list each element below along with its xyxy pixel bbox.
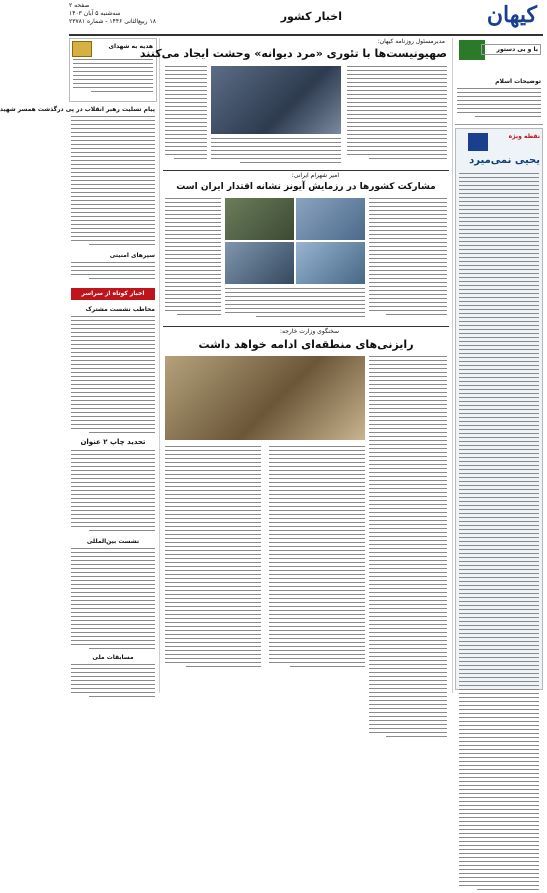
feature-headline: یحیی نمی‌میرد bbox=[469, 155, 540, 166]
mid-body bbox=[225, 288, 365, 320]
story-body bbox=[71, 262, 155, 282]
lead-body bbox=[211, 138, 341, 166]
bottom-kicker: سخنگوی وزارت خارجه: bbox=[279, 328, 339, 335]
section-title: اخبار کشور bbox=[280, 10, 342, 23]
column-subhead: توضیحات اسلام bbox=[495, 78, 541, 85]
story-body bbox=[71, 548, 155, 652]
drill-photo-grid bbox=[225, 198, 365, 284]
page-number: صفحه ۲ bbox=[69, 2, 90, 9]
story-headline: نشست بین‌المللی bbox=[86, 538, 140, 545]
story-headline: سپرهای امنیتی bbox=[109, 252, 155, 259]
feature-body bbox=[459, 173, 539, 893]
feature-tag: نقطه ویژه bbox=[508, 133, 540, 140]
bottom-body bbox=[369, 356, 447, 740]
left-column bbox=[0, 38, 157, 695]
bottom-headline: رایزنی‌های منطقه‌ای ادامه خواهد داشت bbox=[198, 338, 414, 351]
column-tag: با و بی دستور bbox=[481, 44, 541, 55]
story-body bbox=[71, 316, 155, 436]
column-body bbox=[457, 88, 541, 120]
mid-body bbox=[369, 198, 447, 318]
left-column-rule bbox=[159, 38, 160, 693]
story-headline: مخاطب نشست مشترک bbox=[85, 306, 155, 313]
date-line: سه‌شنبه ۵ آبان ۱۴۰۳ bbox=[69, 10, 121, 17]
story-body bbox=[71, 450, 155, 534]
section-rule bbox=[163, 170, 449, 171]
story-headline: تحدید چاپ ۲ عنوان bbox=[80, 438, 146, 446]
bottom-body bbox=[269, 446, 365, 670]
bottom-body bbox=[165, 446, 261, 670]
story-body bbox=[71, 664, 155, 700]
masthead bbox=[65, 0, 547, 34]
gift-icon bbox=[72, 41, 92, 57]
story-body bbox=[71, 116, 155, 248]
section-tag: اخبار کوتاه از سراسر bbox=[71, 288, 155, 300]
right-column-rule bbox=[452, 38, 453, 693]
lead-story bbox=[139, 38, 449, 168]
lead-body bbox=[347, 66, 447, 162]
gift-box-title: هدیه به شهدای bbox=[108, 43, 153, 50]
drill-photo bbox=[296, 198, 365, 240]
mid-kicker: امیر شهرام ایرانی: bbox=[291, 172, 339, 179]
story-headline: مسابقات ملی bbox=[92, 654, 134, 661]
mid-body bbox=[165, 198, 221, 318]
column-divider bbox=[455, 124, 543, 125]
drill-photo bbox=[296, 242, 365, 284]
feature-emblem-icon bbox=[468, 133, 488, 151]
lead-headline: صهیونیست‌ها با تئوری «مرد دیوانه» وحشت ایجاد می‌کنند bbox=[139, 47, 447, 60]
drill-photo bbox=[225, 242, 294, 284]
feature-box bbox=[455, 128, 543, 690]
lead-kicker: مدیرمسئول روزنامه کیهان: bbox=[377, 38, 445, 45]
issue-line: ۱۸ ربیع‌الثانی ۱۴۴۶ - شماره ۲۳۷۸۱ bbox=[69, 18, 156, 25]
mid-story bbox=[163, 172, 449, 322]
drill-photo bbox=[225, 198, 294, 240]
meeting-photo bbox=[165, 356, 365, 440]
mid-headline: مشارکت کشورها در رزمایش آیونز نشانه اقتدار ایران است bbox=[176, 182, 436, 192]
masthead-logo: کیهان bbox=[486, 2, 537, 28]
masthead-rule bbox=[69, 34, 543, 36]
story-headline: پیام تسلیت رهبر انقلاب در پی درگذشت همسر شهید bbox=[0, 106, 155, 113]
lead-photo bbox=[211, 66, 341, 134]
lead-body bbox=[165, 66, 207, 162]
bottom-story bbox=[163, 328, 449, 694]
gift-box-body bbox=[73, 59, 153, 95]
section-rule bbox=[163, 326, 449, 327]
right-column bbox=[455, 38, 543, 695]
